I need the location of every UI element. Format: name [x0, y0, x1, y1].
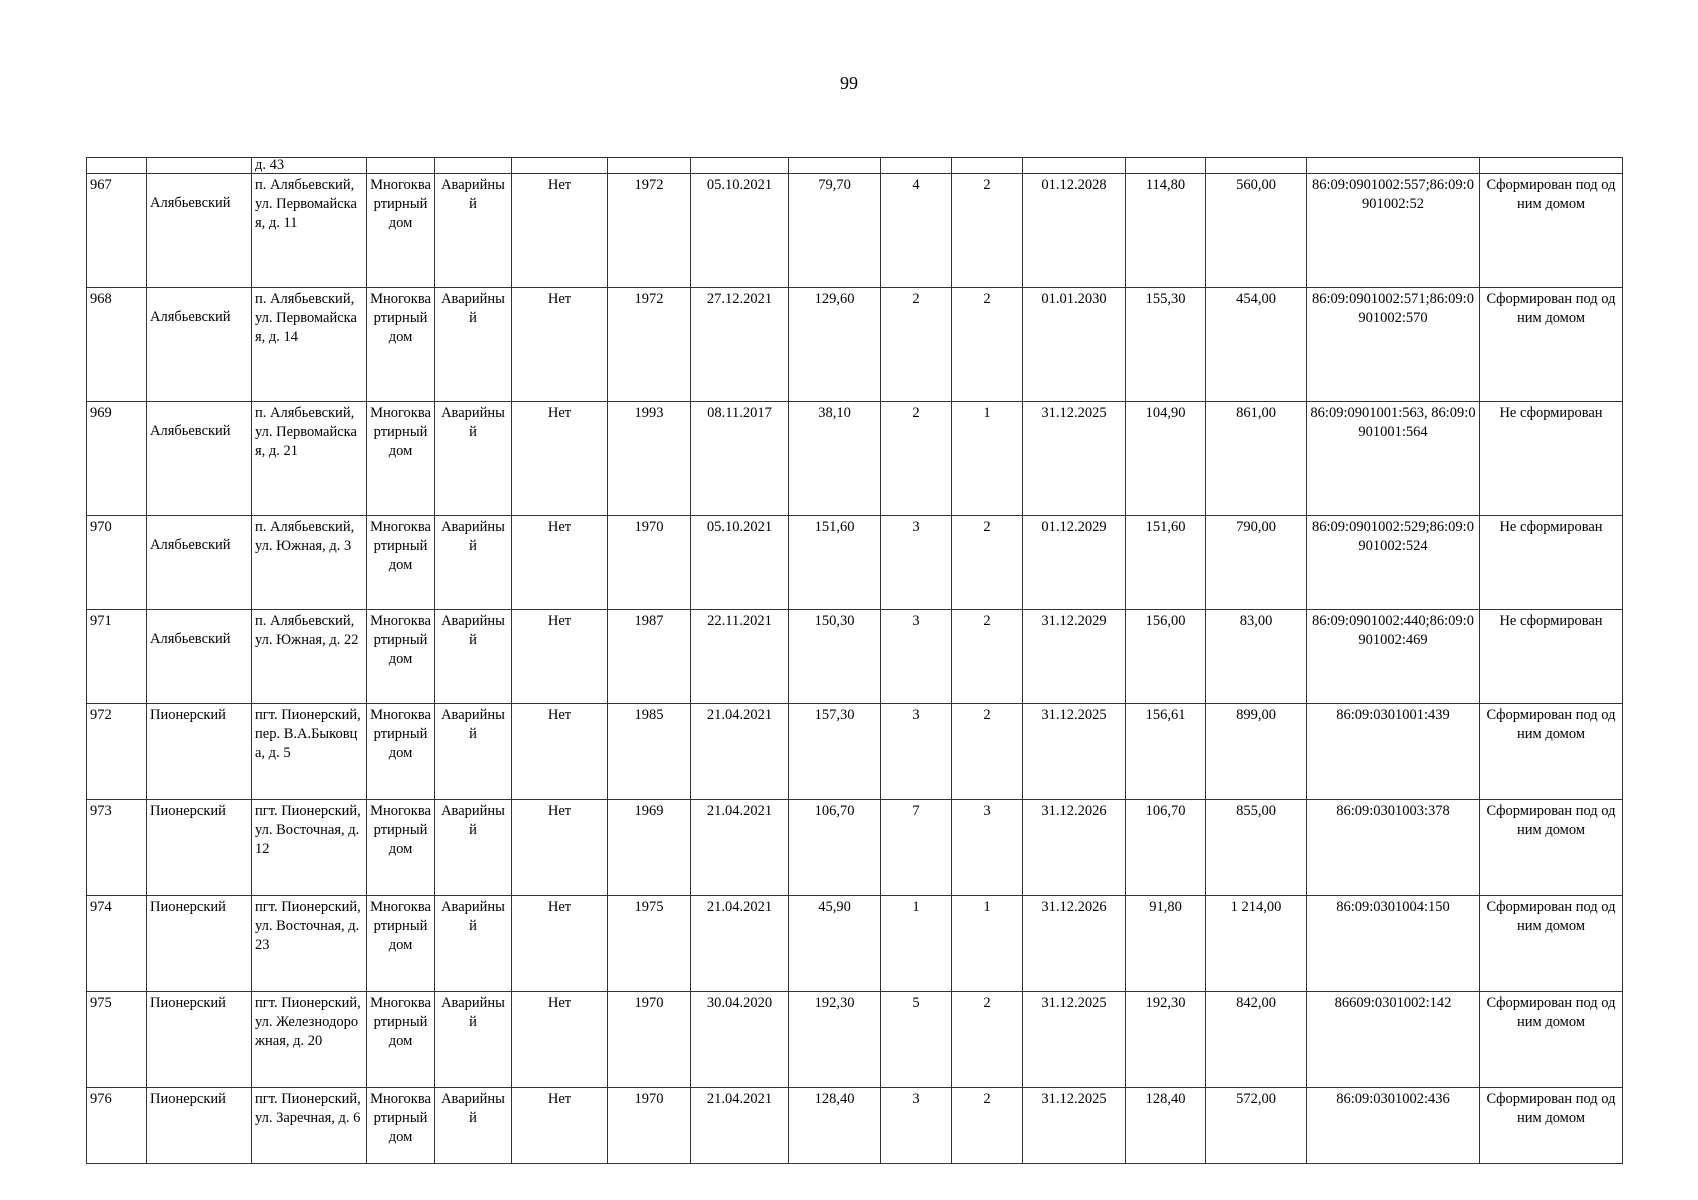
table-row	[87, 800, 1623, 896]
address: п. Алябьевский, ул. Южная, д. 22	[252, 610, 367, 704]
cadastral-number: 86:09:0901001:563, 86:09:0901001:564	[1307, 402, 1480, 516]
floors: 2	[952, 516, 1023, 610]
cadastral-number: 86:09:0301001:439	[1307, 704, 1480, 800]
house-status: Аварийный	[435, 992, 512, 1088]
floors: 2	[952, 174, 1023, 288]
house-type: Многоквартирный дом	[367, 402, 435, 516]
recognition-date: 05.10.2021	[691, 174, 789, 288]
land-status: Сформирован под одним домом	[1480, 1088, 1623, 1164]
year: 1969	[608, 800, 691, 896]
municipality: Пионерский	[147, 992, 252, 1088]
cadastral-number: 86:09:0301003:378	[1307, 800, 1480, 896]
land-area: 861,00	[1206, 402, 1307, 516]
address: пгт. Пионерский, пер. В.А.Быковца, д. 5	[252, 704, 367, 800]
cadastral-number: 86609:0301002:142	[1307, 992, 1480, 1088]
total-area: 156,61	[1126, 704, 1206, 800]
land-area: 899,00	[1206, 704, 1307, 800]
residents: 2	[881, 288, 952, 402]
land-area: 454,00	[1206, 288, 1307, 402]
total-area: 155,30	[1126, 288, 1206, 402]
house-status: Аварийный	[435, 402, 512, 516]
floors: 2	[952, 610, 1023, 704]
year: 1987	[608, 610, 691, 704]
land-status: Сформирован под одним домом	[1480, 896, 1623, 992]
floors: 1	[952, 402, 1023, 516]
year: 1970	[608, 992, 691, 1088]
house-type: Многоквартирный дом	[367, 1088, 435, 1164]
year: 1975	[608, 896, 691, 992]
table-row	[87, 402, 1623, 516]
housing-registry-table	[86, 157, 1623, 1164]
floors: 1	[952, 896, 1023, 992]
land-area: 855,00	[1206, 800, 1307, 896]
deadline: 31.12.2025	[1023, 1088, 1126, 1164]
flag-value: Нет	[512, 800, 608, 896]
land-status: Сформирован под одним домом	[1480, 992, 1623, 1088]
house-status: Аварийный	[435, 610, 512, 704]
floors: 2	[952, 704, 1023, 800]
row-number: 974	[87, 896, 147, 992]
residents: 5	[881, 992, 952, 1088]
flag-value: Нет	[512, 402, 608, 516]
municipality: Пионерский	[147, 800, 252, 896]
house-type: Многоквартирный дом	[367, 992, 435, 1088]
house-status: Аварийный	[435, 288, 512, 402]
house-status: Аварийный	[435, 704, 512, 800]
deadline: 01.12.2029	[1023, 516, 1126, 610]
area: 150,30	[789, 610, 881, 704]
residents: 3	[881, 704, 952, 800]
year: 1985	[608, 704, 691, 800]
table-row	[87, 992, 1623, 1088]
residents: 2	[881, 402, 952, 516]
recognition-date: 30.04.2020	[691, 992, 789, 1088]
recognition-date: 21.04.2021	[691, 704, 789, 800]
residents: 4	[881, 174, 952, 288]
house-status: Аварийный	[435, 896, 512, 992]
year: 1972	[608, 174, 691, 288]
recognition-date: 21.04.2021	[691, 1088, 789, 1164]
address: пгт. Пионерский, ул. Восточная, д. 12	[252, 800, 367, 896]
row-number: 975	[87, 992, 147, 1088]
table-row	[87, 174, 1623, 288]
land-status: Сформирован под одним домом	[1480, 288, 1623, 402]
table-row	[87, 288, 1623, 402]
flag-value: Нет	[512, 174, 608, 288]
residents: 3	[881, 610, 952, 704]
address: пгт. Пионерский, ул. Восточная, д. 23	[252, 896, 367, 992]
address: пгт. Пионерский, ул. Железнодорожная, д. 20	[252, 992, 367, 1088]
house-status: Аварийный	[435, 516, 512, 610]
total-area: 151,60	[1126, 516, 1206, 610]
municipality: Алябьевский	[147, 288, 252, 402]
row-number: 976	[87, 1088, 147, 1164]
deadline: 31.12.2029	[1023, 610, 1126, 704]
land-area: 1 214,00	[1206, 896, 1307, 992]
area: 45,90	[789, 896, 881, 992]
year: 1970	[608, 1088, 691, 1164]
total-area: 156,00	[1126, 610, 1206, 704]
table-row	[87, 610, 1623, 704]
table-row	[87, 704, 1623, 800]
land-status: Сформирован под одним домом	[1480, 174, 1623, 288]
deadline: 01.12.2028	[1023, 174, 1126, 288]
land-area: 83,00	[1206, 610, 1307, 704]
row-number: 969	[87, 402, 147, 516]
recognition-date: 21.04.2021	[691, 896, 789, 992]
recognition-date: 05.10.2021	[691, 516, 789, 610]
house-status: Аварийный	[435, 1088, 512, 1164]
floors: 3	[952, 800, 1023, 896]
total-area: 128,40	[1126, 1088, 1206, 1164]
cadastral-number: 86:09:0901002:529;86:09:0901002:524	[1307, 516, 1480, 610]
house-type: Многоквартирный дом	[367, 288, 435, 402]
municipality: Алябьевский	[147, 516, 252, 610]
land-status: Не сформирован	[1480, 402, 1623, 516]
house-type: Многоквартирный дом	[367, 896, 435, 992]
municipality: Алябьевский	[147, 402, 252, 516]
land-area: 842,00	[1206, 992, 1307, 1088]
land-area: 790,00	[1206, 516, 1307, 610]
land-status: Не сформирован	[1480, 610, 1623, 704]
continuation-address: д. 43	[252, 158, 367, 174]
house-status: Аварийный	[435, 174, 512, 288]
deadline: 01.01.2030	[1023, 288, 1126, 402]
area: 38,10	[789, 402, 881, 516]
row-number: 972	[87, 704, 147, 800]
row-number: 967	[87, 174, 147, 288]
address: пгт. Пионерский, ул. Заречная, д. 6	[252, 1088, 367, 1164]
house-type: Многоквартирный дом	[367, 800, 435, 896]
floors: 2	[952, 288, 1023, 402]
area: 106,70	[789, 800, 881, 896]
deadline: 31.12.2025	[1023, 402, 1126, 516]
municipality: Пионерский	[147, 896, 252, 992]
house-type: Многоквартирный дом	[367, 704, 435, 800]
deadline: 31.12.2025	[1023, 992, 1126, 1088]
total-area: 192,30	[1126, 992, 1206, 1088]
flag-value: Нет	[512, 896, 608, 992]
flag-value: Нет	[512, 992, 608, 1088]
house-type: Многоквартирный дом	[367, 516, 435, 610]
flag-value: Нет	[512, 610, 608, 704]
year: 1970	[608, 516, 691, 610]
year: 1993	[608, 402, 691, 516]
municipality: Пионерский	[147, 704, 252, 800]
address: п. Алябьевский, ул. Первомайская, д. 21	[252, 402, 367, 516]
land-status: Не сформирован	[1480, 516, 1623, 610]
year: 1972	[608, 288, 691, 402]
residents: 3	[881, 516, 952, 610]
continuation-row	[87, 158, 1623, 174]
house-type: Многоквартирный дом	[367, 610, 435, 704]
row-number: 968	[87, 288, 147, 402]
land-status: Сформирован под одним домом	[1480, 704, 1623, 800]
total-area: 114,80	[1126, 174, 1206, 288]
flag-value: Нет	[512, 704, 608, 800]
page-number: 99	[840, 73, 858, 93]
recognition-date: 08.11.2017	[691, 402, 789, 516]
row-number: 973	[87, 800, 147, 896]
residents: 3	[881, 1088, 952, 1164]
municipality: Алябьевский	[147, 174, 252, 288]
cadastral-number: 86:09:0301004:150	[1307, 896, 1480, 992]
recognition-date: 22.11.2021	[691, 610, 789, 704]
residents: 7	[881, 800, 952, 896]
land-status: Сформирован под одним домом	[1480, 800, 1623, 896]
total-area: 106,70	[1126, 800, 1206, 896]
municipality: Алябьевский	[147, 610, 252, 704]
total-area: 91,80	[1126, 896, 1206, 992]
recognition-date: 21.04.2021	[691, 800, 789, 896]
area: 151,60	[789, 516, 881, 610]
table-row	[87, 516, 1623, 610]
area: 129,60	[789, 288, 881, 402]
cadastral-number: 86:09:0901002:440;86:09:0901002:469	[1307, 610, 1480, 704]
deadline: 31.12.2026	[1023, 800, 1126, 896]
row-number: 970	[87, 516, 147, 610]
address: п. Алябьевский, ул. Первомайская, д. 14	[252, 288, 367, 402]
flag-value: Нет	[512, 288, 608, 402]
address: п. Алябьевский, ул. Южная, д. 3	[252, 516, 367, 610]
address: п. Алябьевский, ул. Первомайская, д. 11	[252, 174, 367, 288]
row-number: 971	[87, 610, 147, 704]
floors: 2	[952, 992, 1023, 1088]
land-area: 560,00	[1206, 174, 1307, 288]
table-row	[87, 1088, 1623, 1164]
area: 79,70	[789, 174, 881, 288]
municipality: Пионерский	[147, 1088, 252, 1164]
house-type: Многоквартирный дом	[367, 174, 435, 288]
table-row	[87, 896, 1623, 992]
cadastral-number: 86:09:0901002:557;86:09:0901002:52	[1307, 174, 1480, 288]
area: 157,30	[789, 704, 881, 800]
land-area: 572,00	[1206, 1088, 1307, 1164]
deadline: 31.12.2026	[1023, 896, 1126, 992]
house-status: Аварийный	[435, 800, 512, 896]
total-area: 104,90	[1126, 402, 1206, 516]
flag-value: Нет	[512, 1088, 608, 1164]
deadline: 31.12.2025	[1023, 704, 1126, 800]
flag-value: Нет	[512, 516, 608, 610]
area: 128,40	[789, 1088, 881, 1164]
cadastral-number: 86:09:0301002:436	[1307, 1088, 1480, 1164]
floors: 2	[952, 1088, 1023, 1164]
cadastral-number: 86:09:0901002:571;86:09:0901002:570	[1307, 288, 1480, 402]
residents: 1	[881, 896, 952, 992]
recognition-date: 27.12.2021	[691, 288, 789, 402]
area: 192,30	[789, 992, 881, 1088]
